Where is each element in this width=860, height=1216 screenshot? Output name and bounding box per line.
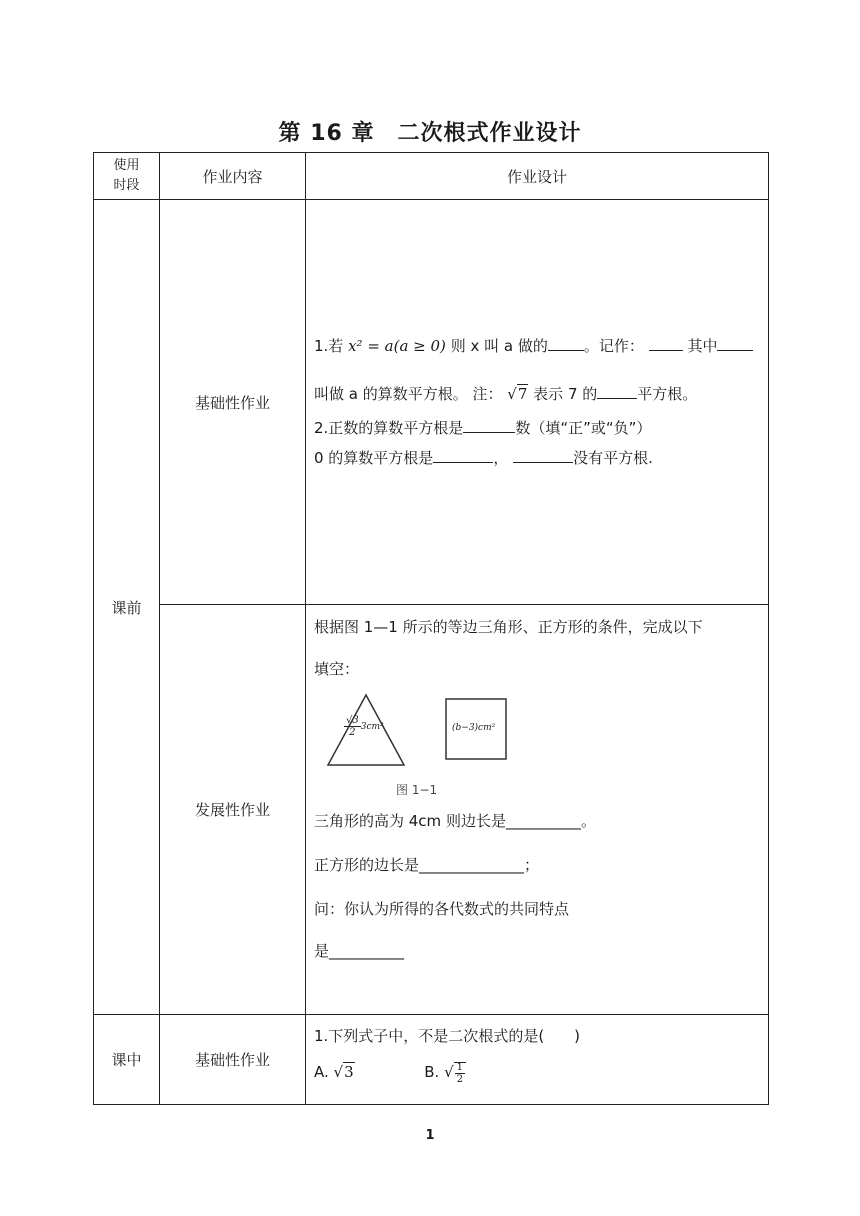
label-in-basic: 基础性作业	[160, 1015, 306, 1105]
label-pre-development: 发展性作业	[160, 605, 306, 1015]
blank[interactable]	[513, 448, 573, 463]
dev-intro-line2: 填空：	[314, 660, 360, 678]
question-1-line2: 叫做 a 的算数平方根。 注： √7 表示 7 的 平方根。	[314, 385, 698, 403]
in-question-1: 1.下列式子中，不是二次根式的是( )	[314, 1027, 581, 1045]
period-pre-class: 课前	[94, 200, 160, 1015]
blank[interactable]	[463, 418, 515, 433]
blank[interactable]	[433, 448, 493, 463]
blank[interactable]	[597, 384, 637, 399]
blank[interactable]	[717, 336, 753, 351]
in-question-options	[314, 1057, 760, 1087]
cell-in-basic	[306, 1015, 769, 1105]
dev-question-ask: 问：你认为所得的各代数式的共同特点	[314, 900, 570, 918]
label-pre-basic: 基础性作业	[160, 200, 306, 605]
cell-pre-basic	[306, 200, 769, 605]
row-in-basic	[94, 1015, 769, 1105]
dev-intro-line1: 根据图 1—1 所示的等边三角形、正方形的条件，完成以下	[314, 618, 703, 636]
dev-question-triangle: 三角形的高为 4cm 则边长是__________。	[314, 812, 596, 830]
dev-question-ask2: 是__________	[314, 942, 405, 960]
question-1-line1: 1.若 x² = a(a ≥ 0) 则 x 叫 a 做的 。记作： 其中	[314, 335, 760, 357]
option-a[interactable]: A. √3	[314, 1063, 354, 1081]
header-period: 使用 时段	[94, 153, 160, 200]
blank[interactable]	[548, 336, 584, 351]
square-area-label: (b−3)cm²	[452, 723, 496, 733]
question-3: 0 的算数平方根是 ， 没有平方根.	[314, 449, 653, 467]
row-pre-basic	[94, 200, 769, 605]
period-in-class: 课中	[94, 1015, 160, 1105]
page-title: 第 16 章 二次根式作业设计	[278, 121, 582, 146]
header-row	[94, 153, 769, 200]
page-number: 1	[425, 1128, 435, 1143]
sqrt-symbol: √7	[507, 385, 528, 403]
figure-caption: 图 1−1	[396, 783, 438, 797]
figure-1-1	[314, 691, 760, 801]
option-b[interactable]: B. √ $\frac{1}{2}$	[424, 1062, 466, 1081]
triangle-area-label: $\frac{√3}{2}$ 3cm²	[346, 715, 384, 738]
blank[interactable]	[649, 336, 683, 351]
dev-question-square: 正方形的边长是______________；	[314, 856, 540, 874]
header-content: 作业内容	[160, 153, 306, 200]
cell-pre-development	[306, 605, 769, 1015]
question-2: 2.正数的算数平方根是 数（填“正”或“负”）	[314, 419, 652, 437]
homework-table	[93, 152, 769, 1105]
header-design: 作业设计	[306, 153, 769, 200]
row-pre-development	[94, 605, 769, 1015]
